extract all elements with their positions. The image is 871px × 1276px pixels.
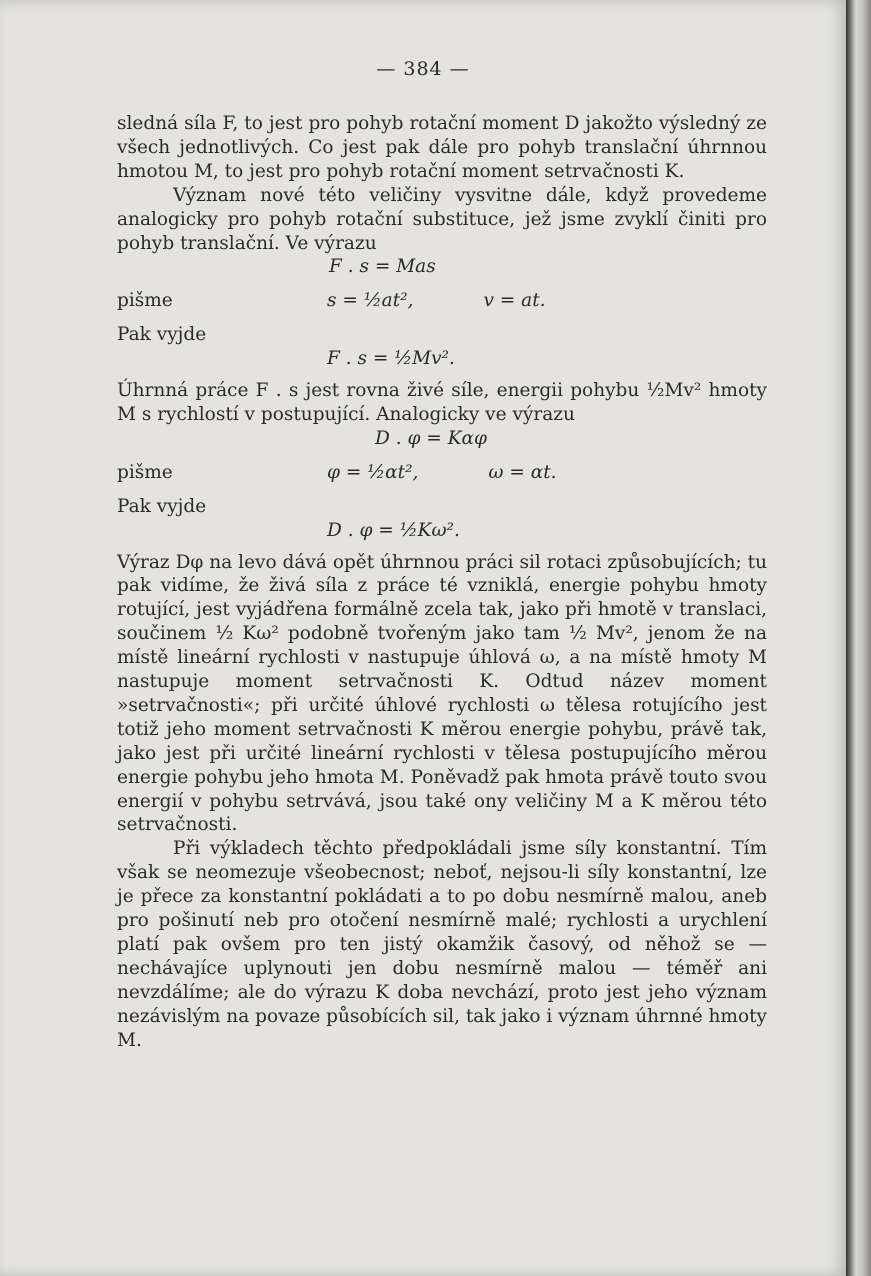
equation-4: D . φ = Kαφ [375,427,487,449]
page-text [117,112,767,1053]
label-pak-vyjde-1: Pak vyjde [117,324,207,346]
label-pak-vyjde-2: Pak vyjde [117,495,207,517]
equation-2-row [117,289,767,313]
equation-5-row [117,461,767,485]
paragraph-3: Úhrnná práce F . s jest rovna živé síle, energii pohybu ½Mv² hmoty M s rychlostí v postupující. Analogicky ve výrazu [117,380,767,425]
label-pisme-1: pišme [117,290,173,312]
page-edge [846,0,871,1276]
page-number: — 384 — [376,58,470,80]
label-pisme-2: pišme [117,461,173,483]
paragraph-1: sledná síla F, to jest pro pohyb rotační moment D jakožto výsledný ze všech jednotlivých. Co jest pak dále pro pohyb translační úhrnnou hmotou M, to jest pro pohyb rotační moment setrvačnosti K. [117,113,767,182]
paragraph-4: Výraz Dφ na levo dává opět úhrnnou práci sil rotaci způsobujících; tu pak vidíme, že živá síla z práce té vzniklá, energie pohybu hmoty rotující, jest vyjádřena formálně zcela tak, jako při hmotě v translaci, součinem ½ Kω² podobně tvořeným jako tam ½ Mv², jenom že na místě lineární rychlosti v nastupuje úhlová ω, a na místě hmoty M nastupuje moment setrvačnosti K. Odtud název moment »setrvačnosti«; při určité úhlové rychlosti ω tělesa rotujícího jest totiž jeho moment setrvačnosti K měrou energie pohybu, právě tak, jako jest při určité lineární rychlosti v tělesa postupujícího měrou energie pohybu jeho hmota M. Poněvadž pak hmota právě touto svou energií v pohybu setrvává, jsou také ony veličiny M a K měrou této setrvačnosti. [117,551,767,836]
paragraph-5: Při výkladech těchto předpokládali jsme síly konstantní. Tím však se neomezuje všeobecnost; neboť, nejsou-li síly konstantní, lze je přece za konstantní pokládati a to po dobu nesmírně malou, aneb pro pošinutí neb pro otočení nesmírně malé; rychlosti a urychlení platí pak ovšem pro ten jistý okamžik časový, od něhož se — nechávajíce uplynouti jen dobu nesmírně malou — téměř ani nevzdálíme; ale do výrazu K doba nevchází, proto jest jeho význam nezávislým na povaze působících sil, tak jako i význam úhrnné hmoty M. [117,838,768,1051]
equation-6: D . φ = ½Kω². [327,519,460,541]
equation-2b: v = at. [483,290,546,312]
paragraph-2: Význam nové této veličiny vysvitne dále, když provedeme analogicky pro pohyb rotační substituce, jež jsme zvyklí činiti pro pohyb translační. Ve výrazu [117,184,767,254]
equation-5a: φ = ½αt², [327,461,419,483]
equation-5b: ω = αt. [488,461,557,483]
equation-2a: s = ½at², [327,290,414,312]
equation-1: F . s = Mas [329,256,436,278]
equation-3: F . s = ½Mv². [327,348,455,370]
